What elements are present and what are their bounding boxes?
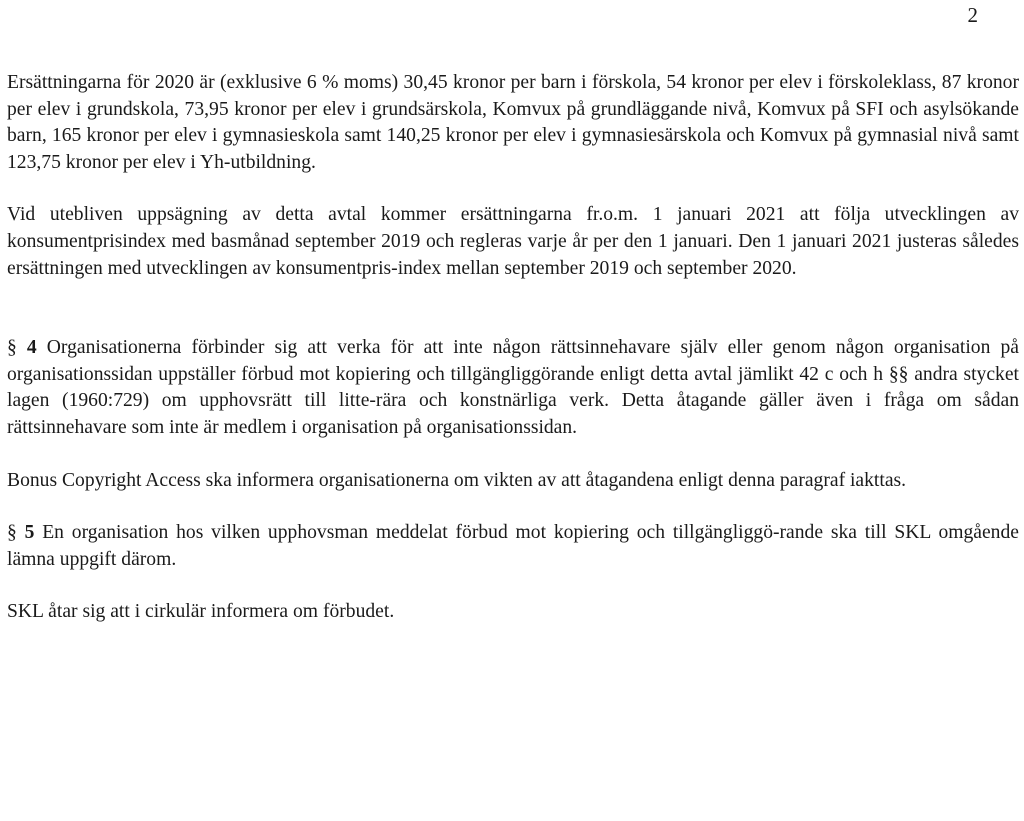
section-5-paragraph xyxy=(7,520,1019,573)
paragraph-skl-circular xyxy=(7,599,1019,626)
paragraph-bonus-copyright-access xyxy=(7,468,1019,495)
page-number: 2 xyxy=(967,3,978,27)
section-number: 4 xyxy=(26,337,37,359)
paragraph-compensation-rates xyxy=(7,70,1019,176)
section-4-paragraph xyxy=(7,335,1019,441)
paragraph-text: SKL åtar sig att i cirkulär informera om förbudet. xyxy=(7,601,395,623)
paragraph-text: Organisationerna förbinder sig att verka för att inte någon rättsinnehavare själv eller genom någon organisation på organisationssidan uppställer förbud mot kopiering och tillgängliggörande enligt detta avtal jämlikt 42 c och h §§ andra stycket lagen (1960:729) om upphovsrätt till litte-rära och konstnärliga verk. Detta åtagande gäller även i fråga om sådan rättsinnehavare som inte är medlem i organisation på organisationssidan. xyxy=(7,337,1019,438)
paragraph-text: Bonus Copyright Access ska informera organisationerna om vikten av att åtagandena enligt denna paragraf iakttas. xyxy=(7,469,907,491)
section-sign: § xyxy=(7,337,17,359)
section-sign: § xyxy=(7,522,17,544)
section-number: 5 xyxy=(24,522,35,544)
paragraph-price-index-adjustment xyxy=(7,202,1019,282)
document-body xyxy=(7,70,1019,626)
paragraph-text: En organisation hos vilken upphovsman meddelat förbud mot kopiering och tillgängliggö-rande ska till SKL omgående lämna uppgift därom. xyxy=(7,522,1019,570)
paragraph-text: Vid utebliven uppsägning av detta avtal kommer ersättningarna fr.o.m. 1 januari 2021 att följa utvecklingen av konsumentprisindex med basmånad september 2019 och regleras varje år per den 1 januari. Den 1 januari 2021 justeras således ersättningen med utvecklingen av konsumentpris-index mellan september 2019 och september 2020. xyxy=(7,204,1019,279)
paragraph-text: Ersättningarna för 2020 är (exklusive 6 % moms) 30,45 kronor per barn i förskola, 54 kronor per elev i förskoleklass, 87 kronor per elev i grundskola, 73,95 kronor per elev i grundsärskola, Komvux på grundläggande nivå, Komvux på SFI och asylsökande barn, 165 kronor per elev i gymnasieskola samt 140,25 kronor per elev i gymnasiesärskola och Komvux på gymnasial nivå samt 123,75 kronor per elev i Yh-utbildning. xyxy=(7,72,1019,173)
